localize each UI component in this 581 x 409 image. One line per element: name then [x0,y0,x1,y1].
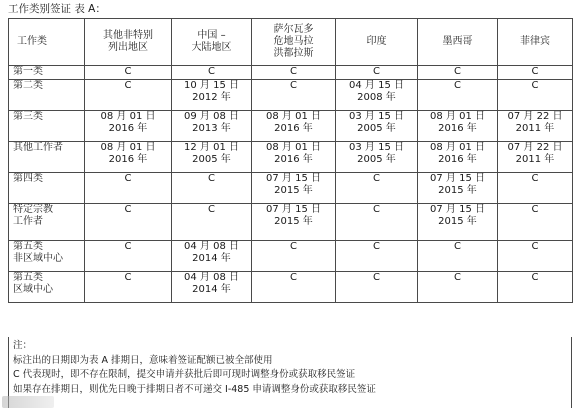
note-line: 标注出的日期即为表 A 排期日，意味着签证配额已被全部使用 [13,354,273,366]
cell-value-line: C [531,272,539,283]
table-cell [172,272,252,303]
category-label-line: 第五类 [13,272,43,283]
cell-value-line: 2016 年 [438,154,477,165]
table-cell [498,204,573,241]
cell-value-line: C [208,173,215,184]
category-label-line: 第一类 [13,66,43,77]
table-row [9,66,573,80]
cell-value-line: 2005 年 [357,123,396,134]
cell-value-line: C [124,241,132,252]
cell-value-line: 07 月 22 日 [507,142,563,153]
cell-value-line: C [454,241,461,252]
table-cell [418,66,498,80]
row-category-cell [9,111,85,142]
cell-value-line: 08 月 01 日 [430,111,485,122]
table-cell [336,241,418,272]
cell-value-line: C [290,241,297,252]
table-cell [498,111,573,142]
cell-value-line: C [531,173,539,184]
cell-value-line: C [373,272,380,283]
cell-value-line: C [208,66,215,77]
cell-value-line: 07 月 15 日 [430,173,485,184]
row-category-cell [9,272,85,303]
cell-value-line: C [531,204,539,215]
row-category-cell [9,142,85,173]
column-header-central-america: 萨尔瓦多 危地马拉 洪都拉斯 [252,19,336,66]
row-category-cell [9,204,85,241]
table-body [9,66,573,303]
table-cell [498,241,573,272]
notes-label: 注： [13,340,33,351]
table-header-row [9,19,573,66]
table-cell [418,241,498,272]
table-cell [418,173,498,204]
table-cell [336,80,418,111]
cell-value-line: C [373,204,380,215]
table-cell [85,272,172,303]
cell-value-line: 2005 年 [192,154,231,165]
cell-value-line: C [290,80,297,91]
table-cell [336,142,418,173]
table-cell [85,66,172,80]
cell-value-line: C [290,272,297,283]
cell-value-line: 09 月 08 日 [184,111,239,122]
watermark [2,396,54,408]
cell-value-line: 2011 年 [515,154,555,165]
cell-value-line: C [454,272,461,283]
table-cell [418,111,498,142]
cell-value-line: 2015 年 [438,185,477,196]
cell-value-line: 03 月 15 日 [349,142,404,153]
cell-value-line: 2012 年 [192,92,231,103]
cell-value-line: C [124,80,132,91]
table-row [9,204,573,241]
cell-value-line: 08 月 01 日 [100,142,156,153]
table-cell [85,241,172,272]
table-cell [252,142,336,173]
row-category-cell [9,173,85,204]
cell-value-line: 10 月 15 日 [184,80,239,91]
table-cell [252,111,336,142]
table-cell [252,173,336,204]
cell-value-line: C [531,80,539,91]
table-cell [172,241,252,272]
note-line: C 代表现时，即不存在限制，提交申请并获批后即可现时调整身份或获取移民签证 [13,369,356,380]
cell-value-line: C [124,173,132,184]
cell-value-line: 2015 年 [438,216,477,227]
category-label-line: 特定宗教 [13,204,53,215]
cell-value-line: C [124,204,132,215]
table-cell [85,111,172,142]
cell-value-line: 12 月 01 日 [184,142,239,153]
table-cell [172,142,252,173]
cell-value-line: 07 月 15 日 [266,204,321,215]
cell-value-line: 08 月 01 日 [266,111,321,122]
cell-value-line: C [531,241,539,252]
table-cell [85,80,172,111]
table-cell [252,241,336,272]
category-label-line: 第二类 [13,80,43,91]
cell-value-line: 2011 年 [515,123,555,134]
column-header-china: 中国 – 大陆地区 [172,19,252,66]
table-cell [418,204,498,241]
column-header-india: 印度 [336,19,418,66]
table-cell [252,272,336,303]
table-cell [336,111,418,142]
cell-value-line: C [531,66,539,77]
table-cell [498,80,573,111]
table-cell [498,173,573,204]
cell-value-line: 04 月 15 日 [349,80,404,91]
table-cell [252,204,336,241]
table-cell [418,80,498,111]
category-label-line: 第三类 [13,111,43,122]
cell-value-line: 07 月 22 日 [507,111,563,122]
cell-value-line: 2013 年 [192,123,231,134]
table-row [9,142,573,173]
column-header-category: 工作类 [9,19,85,66]
row-category-cell [9,80,85,111]
table-cell [498,272,573,303]
cell-value-line: 08 月 01 日 [266,142,321,153]
table-cell [172,66,252,80]
note-line: 如果存在排期日，则优先日晚于排期日者不可递交 I-485 申请调整身份或获取移民签证 [13,383,376,395]
table-cell [336,204,418,241]
table-cell [85,142,172,173]
table-cell [172,80,252,111]
table-cell [252,80,336,111]
cell-value-line: 2014 年 [192,253,231,264]
table-cell [418,272,498,303]
notes-section [8,337,572,408]
table-cell [172,111,252,142]
cell-value-line: C [124,66,132,77]
cell-value-line: 2016 年 [108,123,148,134]
cell-value-line: 2015 年 [274,185,313,196]
cell-value-line: C [208,204,215,215]
table-cell [85,173,172,204]
cell-value-line: 08 月 01 日 [430,142,485,153]
column-header-philippines: 菲律宾 [498,19,573,66]
table-caption: 工作类别签证 表 A： [8,3,106,15]
table-cell [252,66,336,80]
cell-value-line: 2014 年 [192,284,231,295]
cell-value-line: C [373,173,380,184]
cell-value-line: C [290,66,297,77]
cell-value-line: C [124,272,132,283]
table-cell [498,66,573,80]
cell-value-line: 03 月 15 日 [349,111,404,122]
category-label-line: 第四类 [13,173,43,184]
cell-value-line: C [454,80,461,91]
table-row [9,173,573,204]
cell-value-line: 2005 年 [357,154,396,165]
row-category-cell [9,241,85,272]
table-cell [336,272,418,303]
cell-value-line: 2016 年 [274,123,313,134]
category-label-line: 非区域中心 [13,253,63,264]
column-header-mexico: 墨西哥 [418,19,498,66]
cell-value-line: C [373,241,380,252]
column-header-other-areas: 其他非特别 列出地区 [85,19,172,66]
cell-value-line: 2015 年 [274,216,313,227]
cell-value-line: 2008 年 [357,92,396,103]
table-cell [498,142,573,173]
category-label-line: 其他工作者 [13,142,63,153]
cell-value-line: C [454,66,461,77]
table-row [9,241,573,272]
table-row [9,272,573,303]
table-row [9,80,573,111]
category-label-line: 工作者 [13,216,43,227]
table-row [9,111,573,142]
category-label-line: 第五类 [13,241,43,252]
visa-bulletin-table [8,18,573,303]
row-category-cell [9,66,85,80]
cell-value-line: 2016 年 [108,154,148,165]
cell-value-line: C [373,66,380,77]
cell-value-line: 07 月 15 日 [430,204,485,215]
cell-value-line: 04 月 08 日 [184,272,239,283]
table-cell [172,173,252,204]
cell-value-line: 2016 年 [274,154,313,165]
category-label-line: 区域中心 [13,284,53,295]
cell-value-line: 07 月 15 日 [266,173,321,184]
table-cell [172,204,252,241]
table-cell [336,173,418,204]
table-cell [418,142,498,173]
cell-value-line: 04 月 08 日 [184,241,239,252]
cell-value-line: 2016 年 [438,123,477,134]
table-cell [85,204,172,241]
cell-value-line: 08 月 01 日 [100,111,156,122]
table-cell [336,66,418,80]
